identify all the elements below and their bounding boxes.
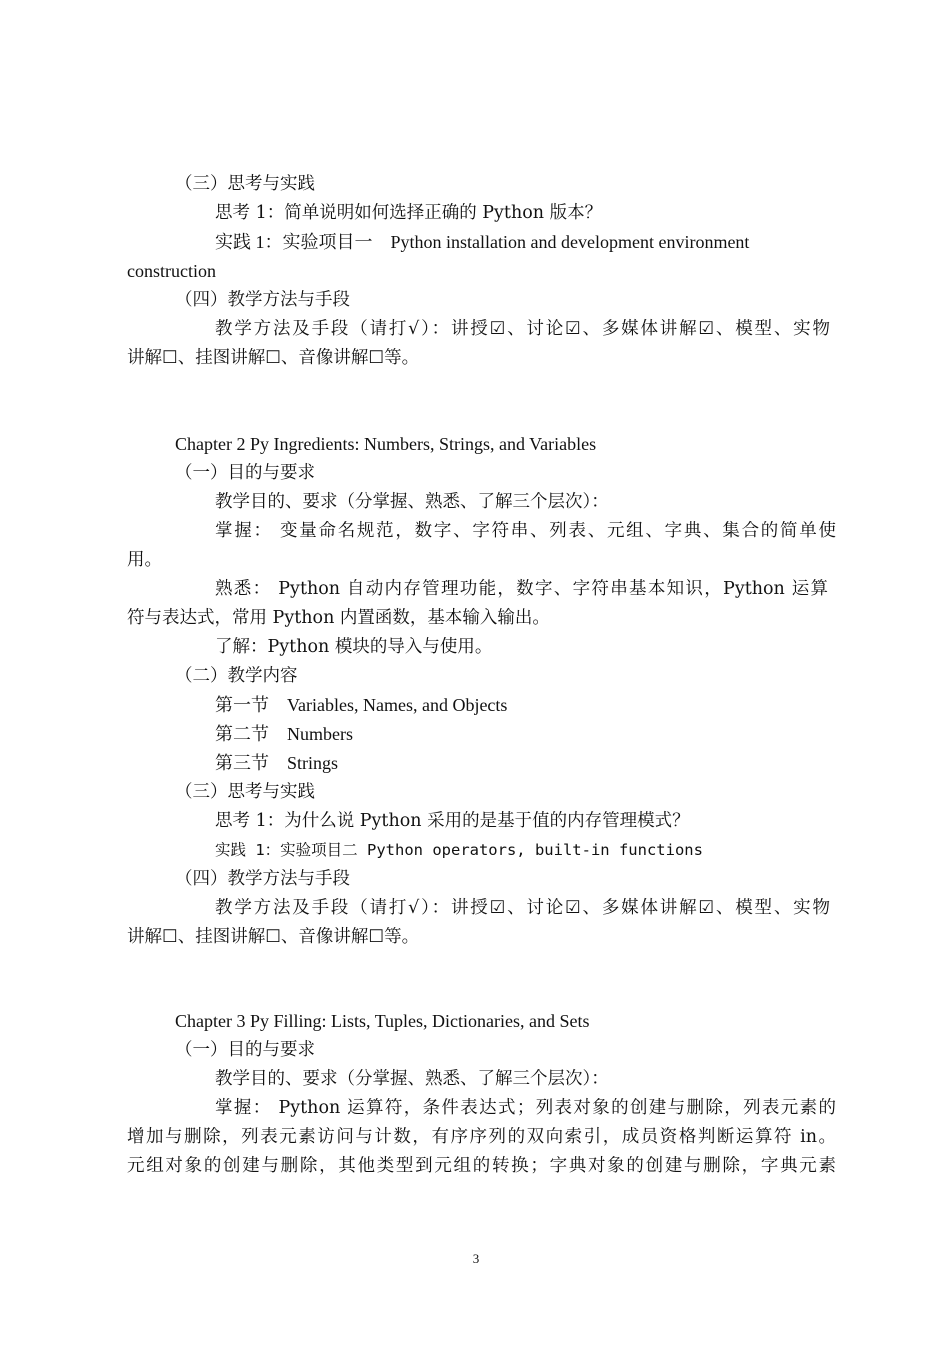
master-text-continued: 用。 [127,550,162,570]
teaching-methods-text-continued: 讲解☐、挂图讲解☐、音像讲解☐等。 [127,927,420,947]
heading-think-practice: （三）思考与实践 [175,782,315,802]
chapter-title: Chapter 3 Py Filling: Lists, Tuples, Dictionaries, and Sets [175,1011,590,1031]
practice-item-continued: construction [127,261,216,281]
practice-item: 实践 1：实验项目二 Python operators, built-in functions [215,841,703,859]
page-number: 3 [472,1251,480,1266]
section-item: 第一节 Variables, Names, and Objects [215,695,508,715]
heading-teaching-methods: （四）教学方法与手段 [175,290,350,310]
know-text: 了解：Python 模块的导入与使用。 [215,637,493,657]
think-question: 思考 1：简单说明如何选择正确的 Python 版本？ [215,203,603,223]
familiar-text-continued: 符与表达式，常用 Python 内置函数，基本输入输出。 [127,608,550,628]
teaching-methods-text: 教学方法及手段（请打√）：讲授☑、讨论☑、多媒体讲解☑、模型、实物 [215,319,830,339]
master-text-continued: 元组对象的创建与删除，其他类型到元组的转换；字典对象的创建与删除，字典元素 [127,1156,836,1176]
practice-item: 实践 1：实验项目一 Python installation and development environment [215,232,750,252]
aims-intro: 教学目的、要求（分掌握、熟悉、了解三个层次）： [215,492,609,512]
section-item: 第三节 Strings [215,753,339,773]
master-text-continued: 增加与删除，列表元素访问与计数，有序序列的双向索引，成员资格判断运算符 in。 [127,1127,836,1147]
master-text: 掌握： 变量命名规范，数字、字符串、列表、元组、字典、集合的简单使 [215,521,836,541]
aims-intro: 教学目的、要求（分掌握、熟悉、了解三个层次）： [215,1069,609,1089]
familiar-text: 熟悉： Python 自动内存管理功能，数字、字符串基本知识，Python 运算 [215,579,828,599]
section-item: 第二节 Numbers [215,724,353,744]
master-text: 掌握： Python 运算符，条件表达式；列表对象的创建与删除，列表元素的 [215,1098,836,1118]
heading-teaching-methods: （四）教学方法与手段 [175,869,350,889]
heading-think-practice: （三）思考与实践 [175,174,315,194]
heading-aims: （一）目的与要求 [175,463,315,483]
heading-content: （二）教学内容 [175,666,298,686]
teaching-methods-text: 教学方法及手段（请打√）：讲授☑、讨论☑、多媒体讲解☑、模型、实物 [215,898,830,918]
think-question: 思考 1：为什么说 Python 采用的是基于值的内存管理模式？ [215,811,690,831]
heading-aims: （一）目的与要求 [175,1040,315,1060]
chapter-title: Chapter 2 Py Ingredients: Numbers, Strings, and Variables [175,434,597,454]
teaching-methods-text-continued: 讲解☐、挂图讲解☐、音像讲解☐等。 [127,348,420,368]
